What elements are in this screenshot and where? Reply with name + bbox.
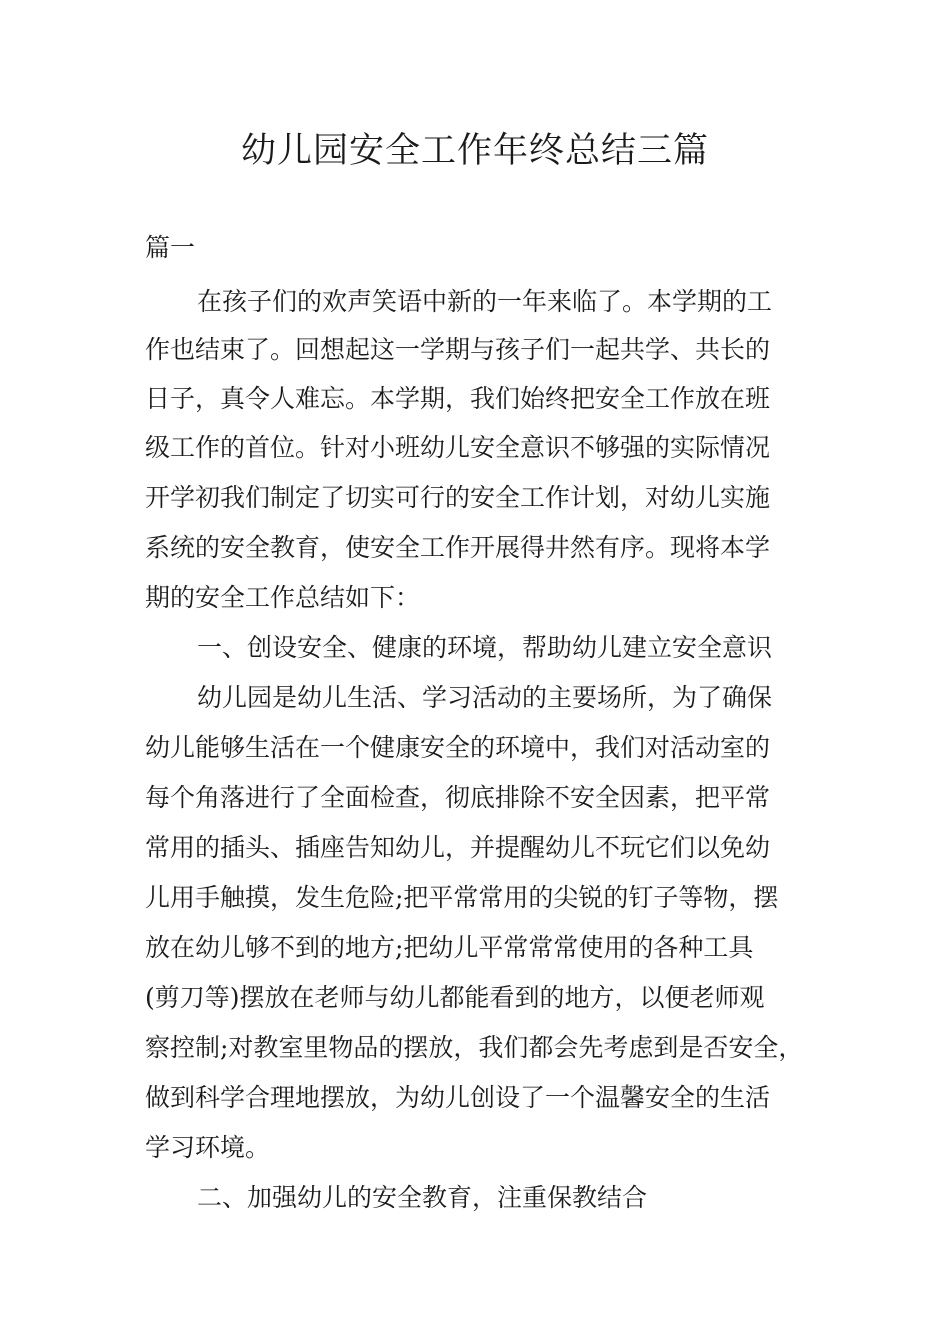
paragraph-line: 常用的插头、插座告知幼儿，并提醒幼儿不玩它们以免幼 <box>145 833 771 862</box>
section-label: 篇一 <box>145 233 196 262</box>
paragraph-line: 作也结束了。回想起这一学期与孩子们一起共学、共长的 <box>145 335 771 364</box>
paragraph-line: 察控制;对教室里物品的摆放，我们都会先考虑到是否安全， <box>145 1033 804 1062</box>
paragraph-line: 每个角落进行了全面检查，彻底排除不安全因素，把平常 <box>145 783 771 812</box>
paragraph-line: 级工作的首位。针对小班幼儿安全意识不够强的实际情况 <box>145 433 771 462</box>
paragraph-line: 开学初我们制定了切实可行的安全工作计划，对幼儿实施 <box>145 483 771 512</box>
section-heading: 一、创设安全、健康的环境，帮助幼儿建立安全意识 <box>197 633 773 662</box>
paragraph-line: 做到科学合理地摆放，为幼儿创设了一个温馨安全的生活 <box>145 1083 771 1112</box>
paragraph-line: 日子，真令人难忘。本学期，我们始终把安全工作放在班 <box>145 384 771 413</box>
document-title: 幼儿园安全工作年终总结三篇 <box>240 131 709 171</box>
paragraph-line: (剪刀等)摆放在老师与幼儿都能看到的地方，以便老师观 <box>145 983 765 1012</box>
section-heading: 二、加强幼儿的安全教育，注重保教结合 <box>197 1183 648 1212</box>
paragraph-line: 幼儿园是幼儿生活、学习活动的主要场所，为了确保 <box>197 683 773 712</box>
paragraph-line: 幼儿能够生活在一个健康安全的环境中，我们对活动室的 <box>145 733 771 762</box>
paragraph-line: 期的安全工作总结如下： <box>145 583 421 612</box>
paragraph-line: 系统的安全教育，使安全工作开展得井然有序。现将本学 <box>145 533 771 562</box>
paragraph-line: 放在幼儿够不到的地方;把幼儿平常常常使用的各种工具 <box>145 933 754 962</box>
paragraph-line: 儿用手触摸，发生危险;把平常常用的尖锐的钉子等物，摆 <box>145 883 779 912</box>
paragraph-line: 在孩子们的欢声笑语中新的一年来临了。本学期的工 <box>197 287 773 316</box>
paragraph-line: 学习环境。 <box>145 1133 271 1162</box>
